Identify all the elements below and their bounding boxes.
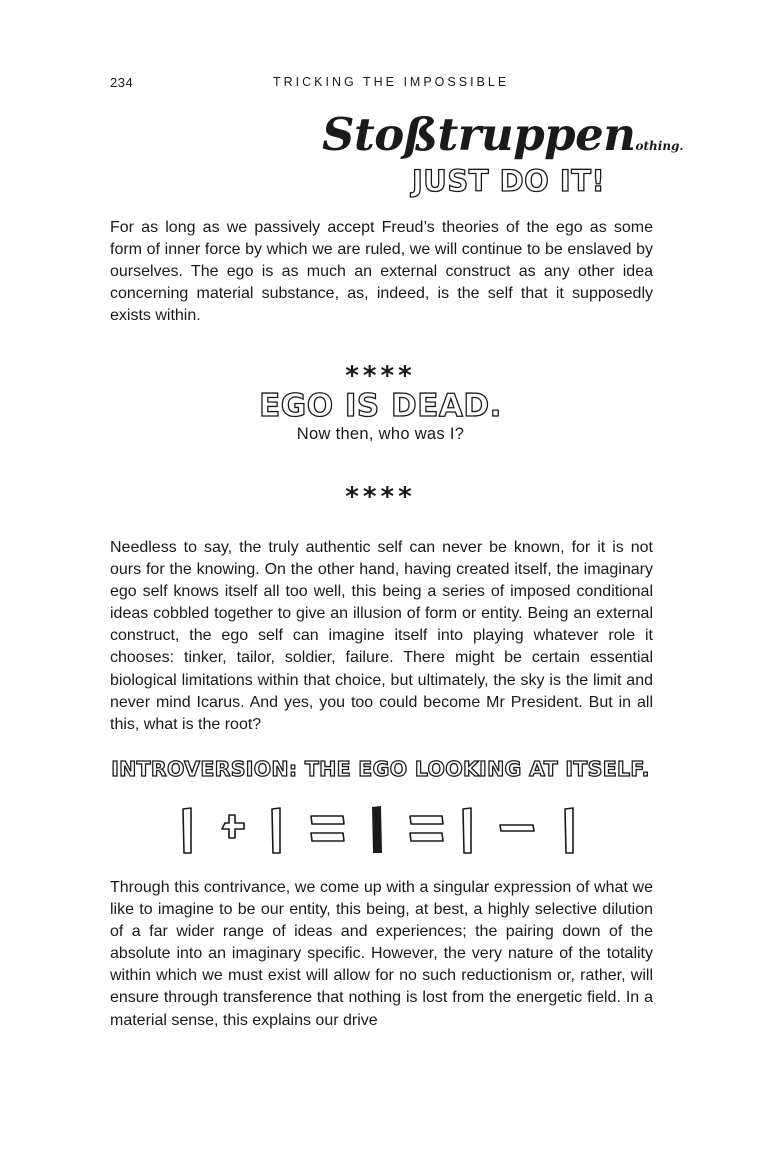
outline-bar-glyph (565, 808, 573, 853)
minus-glyph (500, 825, 534, 831)
ego-equation-figure (175, 801, 595, 861)
title-main: Stoßtruppen (322, 108, 636, 161)
equals-glyph (311, 816, 344, 841)
section-stars-bottom: **** (345, 482, 416, 512)
outline-bar-glyph (463, 808, 471, 853)
body-paragraph: Through this contrivance, we come up with a singular expression of what we like to imagine to be our entity, this being, at best, a highly selective dilution of a far wider range of ideas and experiences; the pairing down of the absolute into an imaginary specific. However, the very nature of the totality within which we must exist will allow for no such reductionism or, rather, will ensure through transference that nothing is lost from the energetic field. In a material sense, this explains our drive (110, 879, 653, 1029)
outline-bar-glyph (272, 808, 280, 853)
equals-glyph (410, 816, 443, 841)
interlude-subline: Now then, who was I? (296, 425, 465, 443)
page-number: 234 (110, 75, 134, 90)
interlude-headline: EGO IS DEAD. (259, 388, 502, 424)
chapter-title (322, 108, 684, 161)
plus-glyph (222, 815, 244, 838)
solid-bar-glyph (372, 806, 382, 853)
running-head: TRICKING THE IMPOSSIBLE (273, 75, 510, 89)
body-paragraph: For as long as we passively accept Freud’s theories of the ego as some form of inner force by which we are ruled, we will continue to be enslaved by ourselves. The ego is as much an external construct as any other idea concerning material substance, as, indeed, is the self that it supposedly exists within. (110, 219, 653, 325)
section-stars-top: **** (345, 361, 416, 391)
title-tagline: JUST DO IT! (412, 164, 606, 198)
title-suffix: othing. (635, 139, 684, 153)
outline-bar-glyph (183, 808, 191, 853)
figure-caption: INTROVERSION: THE EGO LOOKING AT ITSELF. (111, 757, 650, 781)
body-paragraph: Needless to say, the truly authentic self can never be known, for it is not ours for the knowing. On the other hand, having created itself, the imaginary ego self knows itself all too well, this being a series of imposed conditional ideas cobbled together to give an illusion of form or entity. Being an external construct, the ego self can imagine itself into playing whatever role it chooses: tinker, tailor, soldier, failure. There might be certain essential biological limitations within that choice, but ultimately, the sky is the limit and never mind Icarus. And yes, you too could become Mr President. But in all this, what is the root? (110, 539, 653, 733)
